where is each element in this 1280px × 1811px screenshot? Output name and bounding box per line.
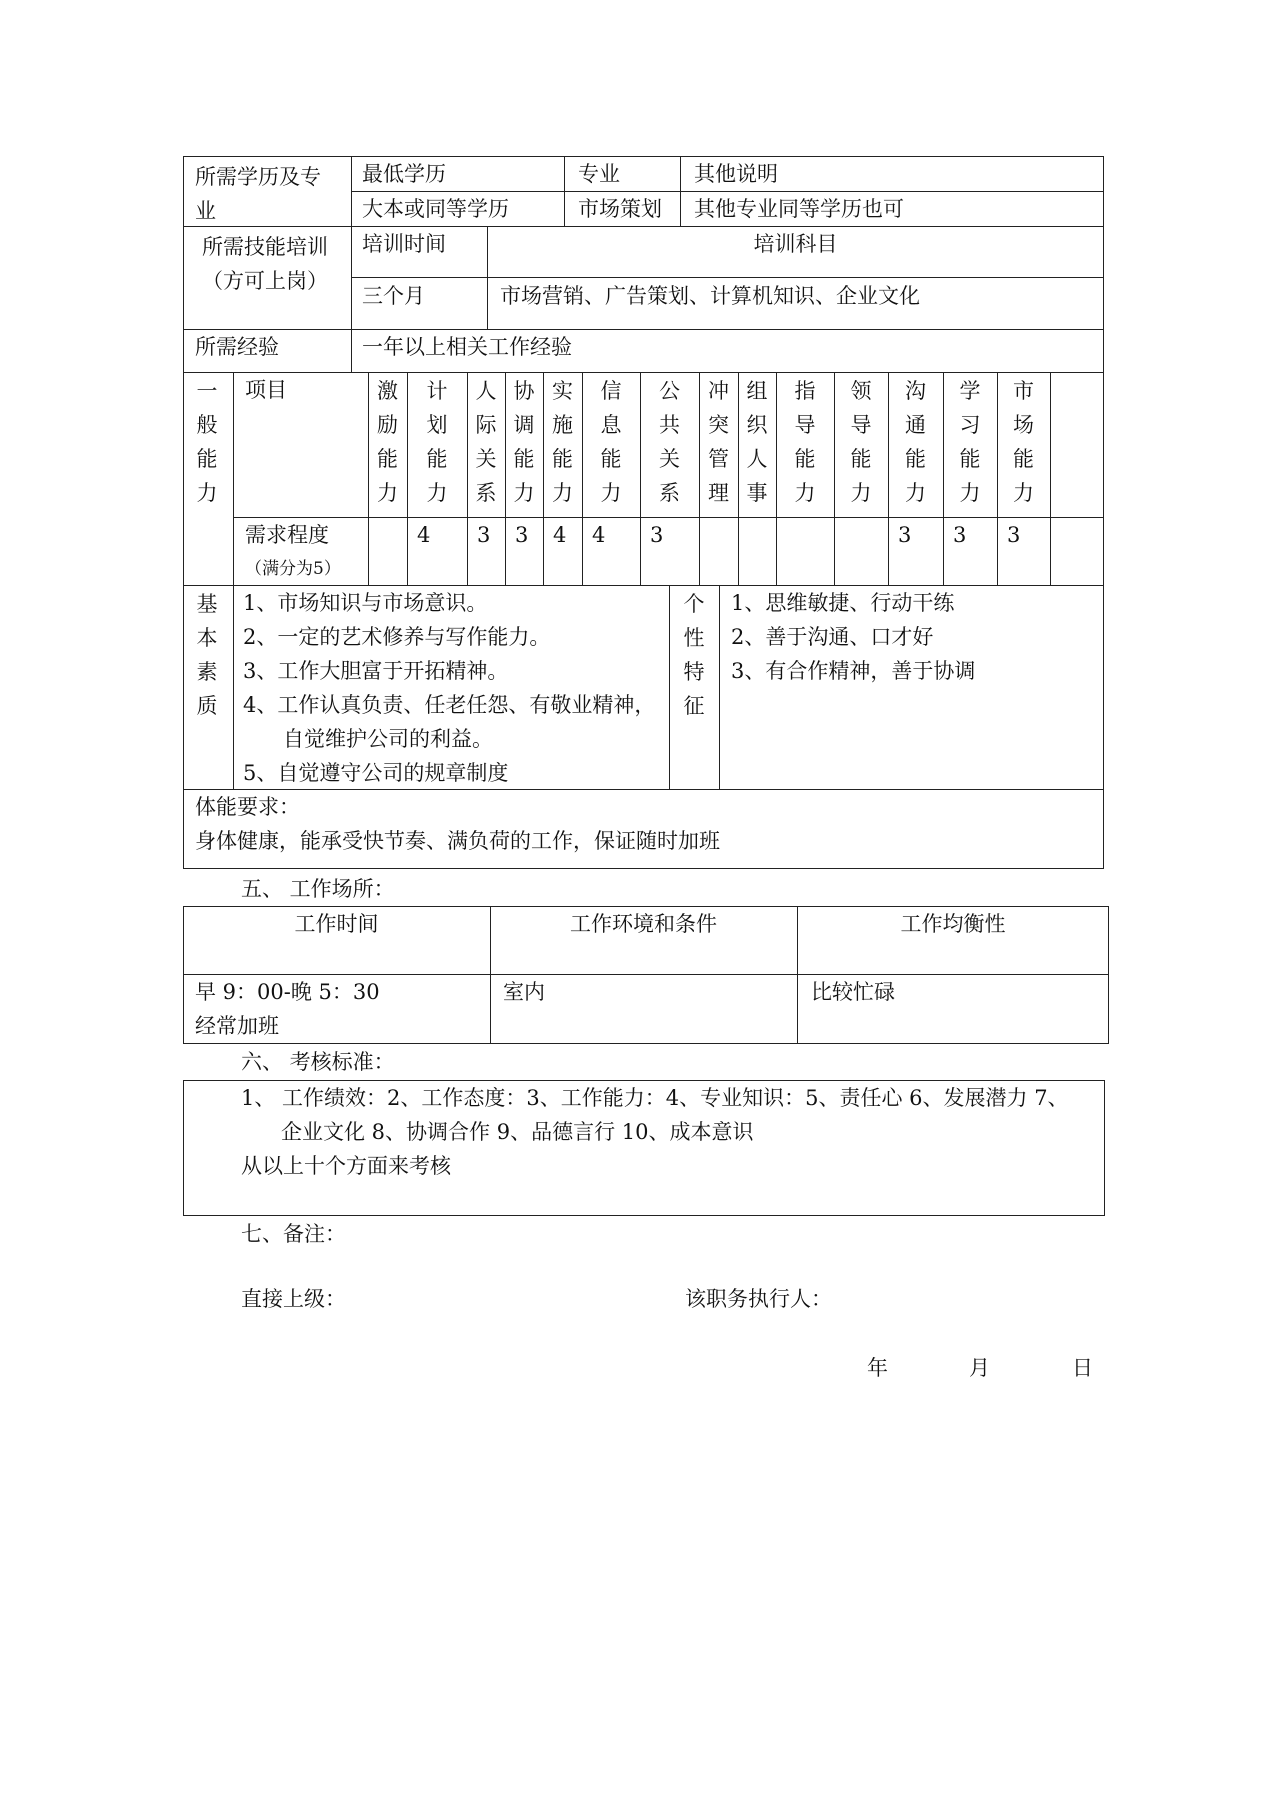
col-line <box>368 372 369 585</box>
quality-item: 3、工作大胆富于开拓精神。 <box>243 659 509 683</box>
col-line <box>543 372 544 585</box>
date-year: 年 <box>867 1356 888 1380</box>
ability-demand-level: 3 <box>650 523 664 547</box>
physical-value: 身体健康，能承受快节奏、满负荷的工作，保证随时加班 <box>195 829 720 853</box>
personality-item: 2、善于沟通、口才好 <box>731 625 934 649</box>
ability-demand-level: 4 <box>553 523 567 547</box>
workplace-heading: 五、 工作场所： <box>241 877 395 901</box>
remarks-heading: 七、备注： <box>241 1222 346 1246</box>
ability-demand-level: 3 <box>953 523 967 547</box>
ability-column-header: 指导能力 <box>794 379 816 505</box>
personality-label: 个性特征 <box>683 592 705 718</box>
assessment-line: 企业文化 8、协调合作 9、品德言行 10、成本意识 <box>281 1120 754 1144</box>
date-day: 日 <box>1072 1356 1093 1380</box>
ability-column-header: 信息能力 <box>600 379 622 505</box>
work-environment-header: 工作环境和条件 <box>570 912 717 936</box>
row-line <box>183 789 1104 790</box>
training-time-header: 培训时间 <box>362 232 446 256</box>
ability-column-header: 计划能力 <box>426 379 448 505</box>
major-value: 市场策划 <box>578 197 662 221</box>
ability-column-header: 实施能力 <box>552 379 573 505</box>
demand-level-note: （满分为5） <box>245 559 341 579</box>
ability-item-header: 项目 <box>245 378 287 402</box>
supervisor-label: 直接上级： <box>241 1287 346 1311</box>
col-line <box>680 156 681 226</box>
col-line <box>407 372 408 585</box>
quality-item: 1、市场知识与市场意识。 <box>243 591 488 615</box>
col-line <box>834 372 835 585</box>
col-line <box>776 372 777 585</box>
education-label: 所需学历及专业 <box>195 165 321 223</box>
col-line <box>505 372 506 585</box>
assessment-line: 1、 工作绩效：2、工作态度：3、工作能力：4、专业知识：5、责任心 6、发展潜力 7、 <box>241 1086 1069 1110</box>
ability-column-header: 组织人事 <box>746 379 768 505</box>
other-notes-value: 其他专业同等学历也可 <box>694 197 904 221</box>
min-education-value: 大本或同等学历 <box>362 197 509 221</box>
work-time-overtime: 经常加班 <box>195 1014 279 1038</box>
ability-column-header: 沟通能力 <box>905 379 926 505</box>
min-education-header: 最低学历 <box>362 162 446 186</box>
col-line <box>351 156 352 372</box>
quality-item: 自觉维护公司的利益。 <box>283 727 493 751</box>
row-line <box>183 974 1109 975</box>
col-line <box>487 226 488 329</box>
ability-column-header: 领导能力 <box>850 379 872 505</box>
date-month: 月 <box>969 1356 990 1380</box>
col-line <box>467 372 468 585</box>
assessment-line: 从以上十个方面来考核 <box>241 1154 451 1178</box>
col-line <box>233 372 234 585</box>
col-line <box>564 156 565 226</box>
ability-column-header: 学习能力 <box>959 379 981 505</box>
work-balance-value: 比较忙碌 <box>811 980 895 1004</box>
work-time-header: 工作时间 <box>294 912 379 936</box>
col-line <box>669 585 670 789</box>
quality-item: 2、一定的艺术修养与写作能力。 <box>243 625 551 649</box>
general-ability-label: 一般能力 <box>196 379 218 505</box>
row-line <box>183 585 1104 586</box>
row-line <box>351 191 1104 192</box>
ability-demand-level: 3 <box>477 523 491 547</box>
work-time-value: 早 9：00-晚 5：30 <box>195 980 380 1004</box>
ability-column-header: 冲突管理 <box>708 379 729 505</box>
col-line <box>699 372 700 585</box>
ability-column-header: 协调能力 <box>513 379 535 505</box>
ability-demand-level: 3 <box>515 523 529 547</box>
ability-demand-level: 3 <box>1007 523 1021 547</box>
row-line <box>183 329 1104 330</box>
personality-item: 1、思维敏捷、行动干练 <box>731 591 955 615</box>
col-line <box>1050 372 1051 585</box>
training-subject-value: 市场营销、广告策划、计算机知识、企业文化 <box>500 284 920 308</box>
col-line <box>943 372 944 585</box>
col-line <box>738 372 739 585</box>
col-line <box>997 372 998 585</box>
training-time-value: 三个月 <box>362 284 425 308</box>
personality-item: 3、有合作精神，善于协调 <box>731 659 976 683</box>
col-line <box>233 585 234 789</box>
ability-demand-level: 4 <box>592 523 606 547</box>
executor-label: 该职务执行人： <box>685 1287 832 1311</box>
basic-quality-label: 基本素质 <box>196 592 218 718</box>
assessment-heading: 六、 考核标准： <box>241 1050 395 1074</box>
row-line <box>183 372 1104 373</box>
other-notes-header: 其他说明 <box>694 162 778 186</box>
row-line <box>233 517 1104 518</box>
ability-column-header: 激励能力 <box>377 379 398 505</box>
physical-label: 体能要求： <box>195 795 300 819</box>
major-header: 专业 <box>578 162 620 186</box>
training-label: 所需技能培训（方可上岗） <box>202 235 328 293</box>
ability-demand-level: 4 <box>417 523 431 547</box>
col-line <box>582 372 583 585</box>
experience-value: 一年以上相关工作经验 <box>362 335 572 359</box>
demand-level-label: 需求程度 <box>245 523 329 547</box>
training-subject-header: 培训科目 <box>753 232 838 256</box>
row-line <box>351 277 1104 278</box>
col-line <box>640 372 641 585</box>
quality-item: 4、工作认真负责、任老任怨、有敬业精神， <box>243 693 656 717</box>
col-line <box>719 585 720 789</box>
experience-label: 所需经验 <box>195 335 279 359</box>
work-balance-header: 工作均衡性 <box>900 912 1006 936</box>
quality-item: 5、自觉遵守公司的规章制度 <box>243 761 509 785</box>
ability-column-header: 人际关系 <box>475 379 497 505</box>
work-environment-value: 室内 <box>503 980 545 1004</box>
col-line <box>888 372 889 585</box>
ability-column-header: 市场能力 <box>1013 379 1034 505</box>
ability-demand-level: 3 <box>898 523 912 547</box>
ability-column-header: 公共关系 <box>659 379 680 505</box>
